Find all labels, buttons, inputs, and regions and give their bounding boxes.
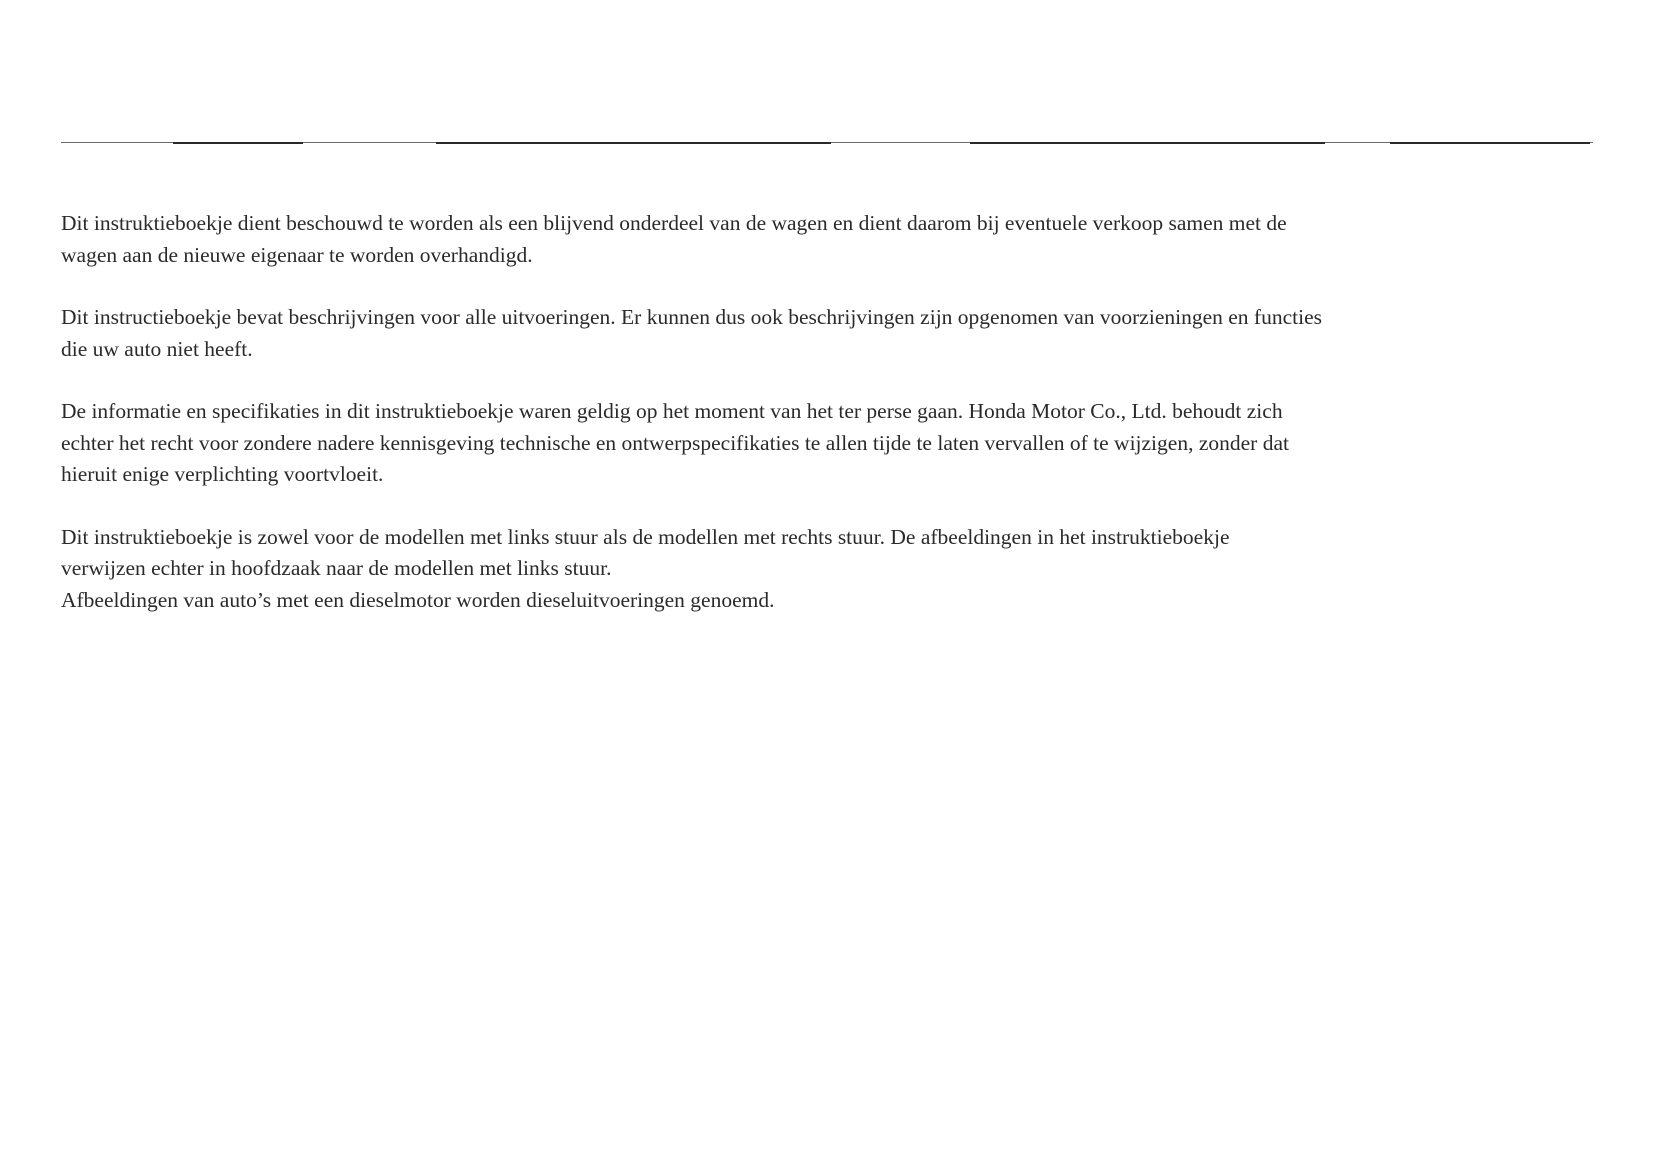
paragraph-specifications <box>61 396 1601 491</box>
text-line: hieruit enige verplichting voortvloeit. <box>61 462 384 486</box>
text-line: wagen aan de nieuwe eigenaar te worden overhandigd. <box>61 242 533 267</box>
body-text <box>61 208 1601 647</box>
header-rule-segment <box>1390 142 1590 144</box>
text-line: Afbeeldingen van auto’s met een dieselmotor worden dieseluitvoeringen genoemd. <box>61 587 775 612</box>
header-rule-segment <box>173 142 303 144</box>
paragraph-ownership <box>61 208 1601 271</box>
paragraph-versions <box>61 302 1601 365</box>
paragraph-steering <box>61 522 1601 617</box>
text-line: echter het recht voor zondere nadere kennisgeving technische en ontwerpspecifikaties te allen tijde te laten vervallen of te wijzigen, zonder dat <box>61 430 1289 455</box>
text-line: Dit instruktieboekje is zowel voor de modellen met links stuur als de modellen met rechts stuur. De afbeeldingen in het instruktieboekje <box>61 524 1230 549</box>
text-line: die uw auto niet heeft. <box>61 336 253 361</box>
text-line: Dit instruktieboekje dient beschouwd te worden als een blijvend onderdeel van de wagen en dient daarom bij eventuele verkoop samen met de <box>61 211 1287 235</box>
text-line: verwijzen echter in hoofdzaak naar de modellen met links stuur. <box>61 556 612 580</box>
header-rule-segment <box>970 142 1325 144</box>
header-rule-segment <box>436 142 831 144</box>
text-line: Dit instructieboekje bevat beschrijvingen voor alle uitvoeringen. Er kunnen dus ook beschrijvingen zijn opgenomen van voorzieningen en functies <box>61 305 1322 329</box>
text-line: De informatie en specifikaties in dit instruktieboekje waren geldig op het moment van het ter perse gaan. Honda Motor Co., Ltd. behoudt zich <box>61 399 1283 423</box>
